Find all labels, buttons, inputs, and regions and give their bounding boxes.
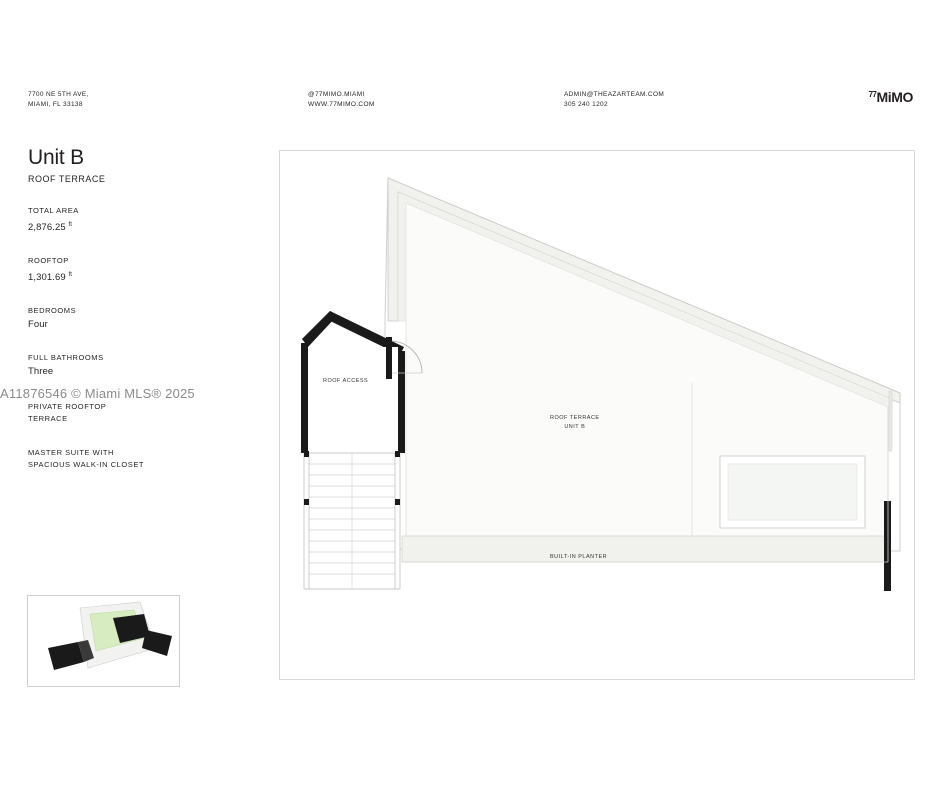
spec-label: BEDROOMS [28,306,77,315]
spec-bedrooms [28,305,258,331]
spec-total-area [28,205,258,234]
spec-value-unit: ft [68,222,73,228]
page-subtitle: ROOF TERRACE [28,174,106,184]
spec-value [28,269,258,284]
key-plan-thumbnail [27,595,180,687]
spec-label: ROOFTOP [28,256,69,265]
brand-logo [869,89,913,105]
spec-value-number: 2,876.25 [28,222,66,233]
header-social-handle: @77MIMO.MIAMI [308,91,365,98]
spec-label: TOTAL AREA [28,206,79,215]
feature-line2: TERRACE [28,413,68,423]
spec-label: FULL BATHROOMS [28,353,104,362]
spec-value [28,219,258,234]
mls-watermark: A11876546 © Miami MLS® 2025 [0,386,195,401]
header-contact-email: ADMIN@THEAZARTEAM.COM [564,91,665,98]
spec-value-unit: ft [68,272,73,278]
document-header [0,86,940,112]
header-contact-phone: 305 240 1202 [564,100,608,108]
feature-master-suite [28,447,258,470]
feature-line1: MASTER SUITE WITH [28,448,115,457]
feature-line2: SPACIOUS WALK-IN CLOSET [28,459,145,469]
spec-rooftop [28,255,258,284]
floor-plan-drawing [279,150,915,680]
key-plan-graphic [28,596,179,686]
label-roof-terrace [550,414,600,431]
feature-private-rooftop [28,401,258,424]
feature-line1: PRIVATE ROOFTOP [28,402,107,411]
label-roof-access: ROOF ACCESS [323,378,369,384]
header-address-line1: 7700 NE 5TH AVE, [28,91,89,98]
label-roof-terrace-line1: ROOF TERRACE [550,415,600,421]
spec-value: Four [28,319,48,330]
spec-value-number: 1,301.69 [28,272,66,283]
brand-logo-superscript: 77 [868,90,877,99]
brand-logo-text: MiMO [876,89,913,105]
label-roof-terrace-line2: UNIT B [564,423,586,430]
header-social-website: WWW.77MIMO.COM [308,100,375,108]
header-address [28,90,89,109]
header-social [308,90,375,109]
header-contact [564,90,664,109]
page-title: Unit B [28,146,84,169]
label-built-in-planter: BUILT-IN PLANTER [550,554,608,560]
unit-info-panel [28,146,258,470]
spec-value: Three [28,366,54,377]
spec-full-bathrooms [28,352,258,378]
header-address-line2: MIAMI, FL 33138 [28,100,83,108]
